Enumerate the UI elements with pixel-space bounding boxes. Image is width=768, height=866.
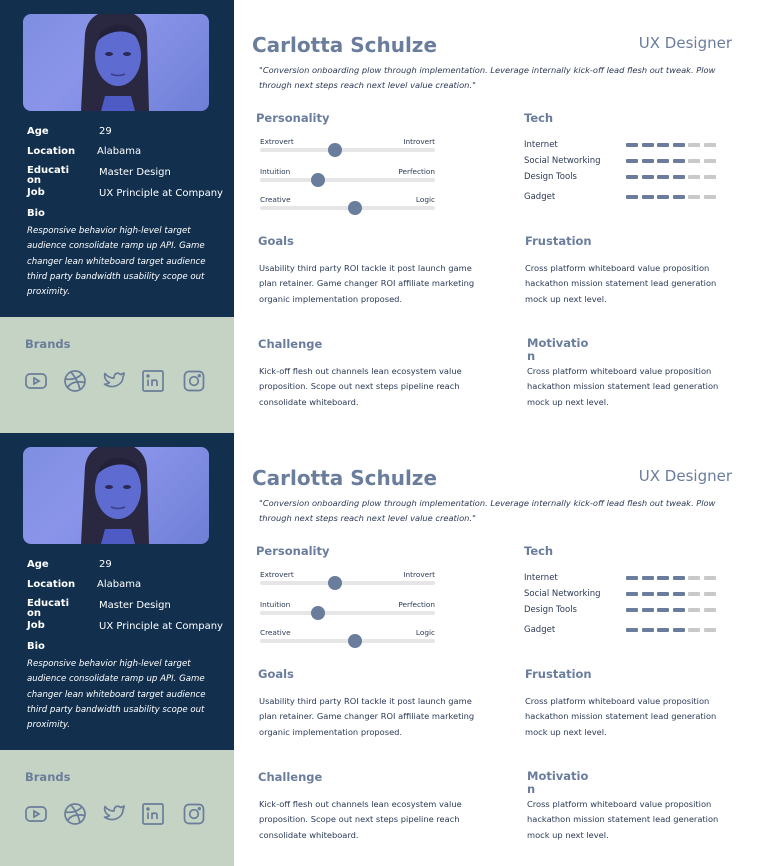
challenge-text: Kick-off flesh out channels lean ecosystem value proposition. Scope out next steps pipeline reach consolidate whiteboard. <box>259 799 462 840</box>
rating-dash-filled <box>642 608 654 612</box>
goals-heading: Goals <box>258 667 294 681</box>
rating-dash-empty <box>688 195 700 199</box>
info-value-education: Master Design <box>99 167 171 178</box>
tech-rating <box>626 159 716 164</box>
challenge-text: Kick-off flesh out channels lean ecosystem value proposition. Scope out next steps pipeline reach consolidate whiteboard. <box>259 366 462 407</box>
persona-card <box>0 433 768 866</box>
info-label-education: Education <box>27 598 69 619</box>
info-value-location: Alabama <box>97 579 142 590</box>
persona-quote: "Conversion onboarding plow through implementation. Leverage internally kick-off lead flesh out tweak. Plow through next steps reach next level value creation." <box>259 65 716 90</box>
youtube-icon[interactable] <box>24 802 48 826</box>
info-label-location: Location <box>27 146 76 157</box>
frustration-heading: Frustation <box>525 234 592 248</box>
rating-dash-empty <box>704 608 716 612</box>
slider-track[interactable] <box>260 178 435 182</box>
goals-heading: Goals <box>258 234 294 248</box>
rating-dash-filled <box>642 143 654 147</box>
persona-details <box>252 433 752 866</box>
twitter-icon[interactable] <box>102 369 126 393</box>
rating-dash-filled <box>642 628 654 632</box>
persona-role: UX Designer <box>638 34 732 52</box>
rating-dash-filled <box>657 608 669 612</box>
instagram-icon[interactable] <box>182 369 206 393</box>
rating-dash-filled <box>657 576 669 580</box>
rating-dash-filled <box>626 608 638 612</box>
twitter-icon[interactable] <box>102 802 126 826</box>
info-label-location: Location <box>27 579 76 590</box>
rating-dash-filled <box>642 592 654 596</box>
rating-dash-empty <box>688 592 700 596</box>
motivation-heading: Motivation <box>527 336 589 363</box>
slider-right-label: Introvert <box>403 570 435 579</box>
dribbble-icon[interactable] <box>63 802 87 826</box>
rating-dash-filled <box>642 175 654 179</box>
rating-dash-filled <box>626 628 638 632</box>
bio-heading: Bio <box>27 208 45 219</box>
profile-panel <box>0 0 234 317</box>
info-label-education: Education <box>27 165 69 186</box>
rating-dash-filled <box>673 143 685 147</box>
linkedin-icon[interactable] <box>141 369 165 393</box>
challenge-heading: Challenge <box>258 337 323 351</box>
slider-left-label: Creative <box>260 628 291 637</box>
sidebar <box>0 0 234 433</box>
tech-label: Gadget <box>524 625 556 635</box>
rating-dash-filled <box>642 159 654 163</box>
frustration-text: Cross platform whiteboard value proposition hackathon mission statement lead generation mock up next level. <box>525 696 717 737</box>
rating-dash-empty <box>688 143 700 147</box>
rating-dash-empty <box>704 143 716 147</box>
persona-name: Carlotta Schulze <box>252 33 438 57</box>
info-value-age: 29 <box>99 559 112 570</box>
tech-rating <box>626 195 716 200</box>
slider-handle[interactable] <box>328 576 342 590</box>
slider-handle[interactable] <box>348 201 362 215</box>
info-label-age: Age <box>27 126 49 137</box>
rating-dash-filled <box>673 628 685 632</box>
rating-dash-filled <box>673 608 685 612</box>
tech-label: Gadget <box>524 192 556 202</box>
rating-dash-filled <box>626 159 638 163</box>
tech-label: Social Networking <box>524 589 601 599</box>
slider-handle[interactable] <box>311 606 325 620</box>
persona-quote: "Conversion onboarding plow through implementation. Leverage internally kick-off lead flesh out tweak. Plow through next steps reach next level value creation." <box>259 498 716 523</box>
slider-track[interactable] <box>260 148 435 152</box>
slider-handle[interactable] <box>311 173 325 187</box>
slider-track[interactable] <box>260 611 435 615</box>
rating-dash-filled <box>673 576 685 580</box>
tech-rating <box>626 592 716 597</box>
rating-dash-filled <box>626 592 638 596</box>
rating-dash-filled <box>642 195 654 199</box>
tech-heading: Tech <box>524 544 554 558</box>
rating-dash-filled <box>657 143 669 147</box>
slider-left-label: Extrovert <box>260 137 294 146</box>
profile-photo <box>23 14 209 111</box>
motivation-heading: Motivation <box>527 769 589 796</box>
rating-dash-filled <box>673 592 685 596</box>
slider-left-label: Intuition <box>260 167 291 176</box>
bio-text: Responsive behavior high-level target audience consolidate ramp up API. Game changer lean whiteboard target audience third party bandwidth usability scope out proximity. <box>27 659 206 731</box>
personality-heading: Personality <box>256 111 330 125</box>
profile-panel <box>0 433 234 750</box>
rating-dash-empty <box>688 175 700 179</box>
slider-track[interactable] <box>260 581 435 585</box>
brands-heading: Brands <box>25 770 71 784</box>
tech-rating <box>626 608 716 613</box>
rating-dash-empty <box>704 628 716 632</box>
rating-dash-filled <box>626 576 638 580</box>
slider-handle[interactable] <box>348 634 362 648</box>
slider-handle[interactable] <box>328 143 342 157</box>
info-value-age: 29 <box>99 126 112 137</box>
info-label-job: Job <box>27 187 45 198</box>
info-value-education: Master Design <box>99 600 171 611</box>
rating-dash-empty <box>688 628 700 632</box>
rating-dash-empty <box>704 175 716 179</box>
goals-text: Usability third party ROI tackle it post launch game plan retainer. Game changer ROI affiliate marketing organic implementation proposed. <box>259 696 475 737</box>
tech-label: Internet <box>524 573 558 583</box>
tech-label: Design Tools <box>524 605 577 615</box>
info-label-job: Job <box>27 620 45 631</box>
rating-dash-filled <box>673 195 685 199</box>
challenge-heading: Challenge <box>258 770 323 784</box>
frustration-heading: Frustation <box>525 667 592 681</box>
instagram-icon[interactable] <box>182 802 206 826</box>
rating-dash-empty <box>704 195 716 199</box>
rating-dash-filled <box>673 175 685 179</box>
info-value-job: UX Principle at Company <box>99 621 223 632</box>
brands-heading: Brands <box>25 337 71 351</box>
rating-dash-empty <box>704 159 716 163</box>
rating-dash-filled <box>657 175 669 179</box>
rating-dash-filled <box>657 159 669 163</box>
slider-right-label: Perfection <box>398 167 435 176</box>
rating-dash-empty <box>688 576 700 580</box>
rating-dash-filled <box>657 195 669 199</box>
tech-label: Design Tools <box>524 172 577 182</box>
rating-dash-empty <box>688 608 700 612</box>
tech-rating <box>626 576 716 581</box>
motivation-text: Cross platform whiteboard value proposition hackathon mission statement lead generation mock up next level. <box>527 366 719 407</box>
rating-dash-empty <box>688 159 700 163</box>
slider-right-label: Perfection <box>398 600 435 609</box>
rating-dash-empty <box>704 576 716 580</box>
bio-heading: Bio <box>27 641 45 652</box>
tech-label: Internet <box>524 140 558 150</box>
rating-dash-filled <box>626 175 638 179</box>
rating-dash-filled <box>626 143 638 147</box>
tech-rating <box>626 175 716 180</box>
slider-right-label: Logic <box>415 628 435 637</box>
tech-rating <box>626 143 716 148</box>
rating-dash-filled <box>626 195 638 199</box>
persona-details <box>252 0 752 433</box>
slider-right-label: Introvert <box>403 137 435 146</box>
tech-heading: Tech <box>524 111 554 125</box>
info-label-age: Age <box>27 559 49 570</box>
rating-dash-filled <box>657 592 669 596</box>
dribbble-icon[interactable] <box>63 369 87 393</box>
persona-name: Carlotta Schulze <box>252 466 438 490</box>
personality-heading: Personality <box>256 544 330 558</box>
rating-dash-filled <box>657 628 669 632</box>
sidebar <box>0 433 234 866</box>
frustration-text: Cross platform whiteboard value proposition hackathon mission statement lead generation mock up next level. <box>525 263 717 304</box>
rating-dash-empty <box>704 592 716 596</box>
motivation-text: Cross platform whiteboard value proposition hackathon mission statement lead generation mock up next level. <box>527 799 719 840</box>
info-value-job: UX Principle at Company <box>99 188 223 199</box>
rating-dash-filled <box>673 159 685 163</box>
slider-right-label: Logic <box>415 195 435 204</box>
goals-text: Usability third party ROI tackle it post launch game plan retainer. Game changer ROI affiliate marketing organic implementation proposed. <box>259 263 475 304</box>
youtube-icon[interactable] <box>24 369 48 393</box>
tech-label: Social Networking <box>524 156 601 166</box>
slider-left-label: Creative <box>260 195 291 204</box>
rating-dash-filled <box>642 576 654 580</box>
info-value-location: Alabama <box>97 146 142 157</box>
slider-left-label: Intuition <box>260 600 291 609</box>
profile-photo <box>23 447 209 544</box>
linkedin-icon[interactable] <box>141 802 165 826</box>
bio-text: Responsive behavior high-level target audience consolidate ramp up API. Game changer lean whiteboard target audience third party bandwidth usability scope out proximity. <box>27 226 206 298</box>
tech-rating <box>626 628 716 633</box>
persona-role: UX Designer <box>638 467 732 485</box>
slider-left-label: Extrovert <box>260 570 294 579</box>
